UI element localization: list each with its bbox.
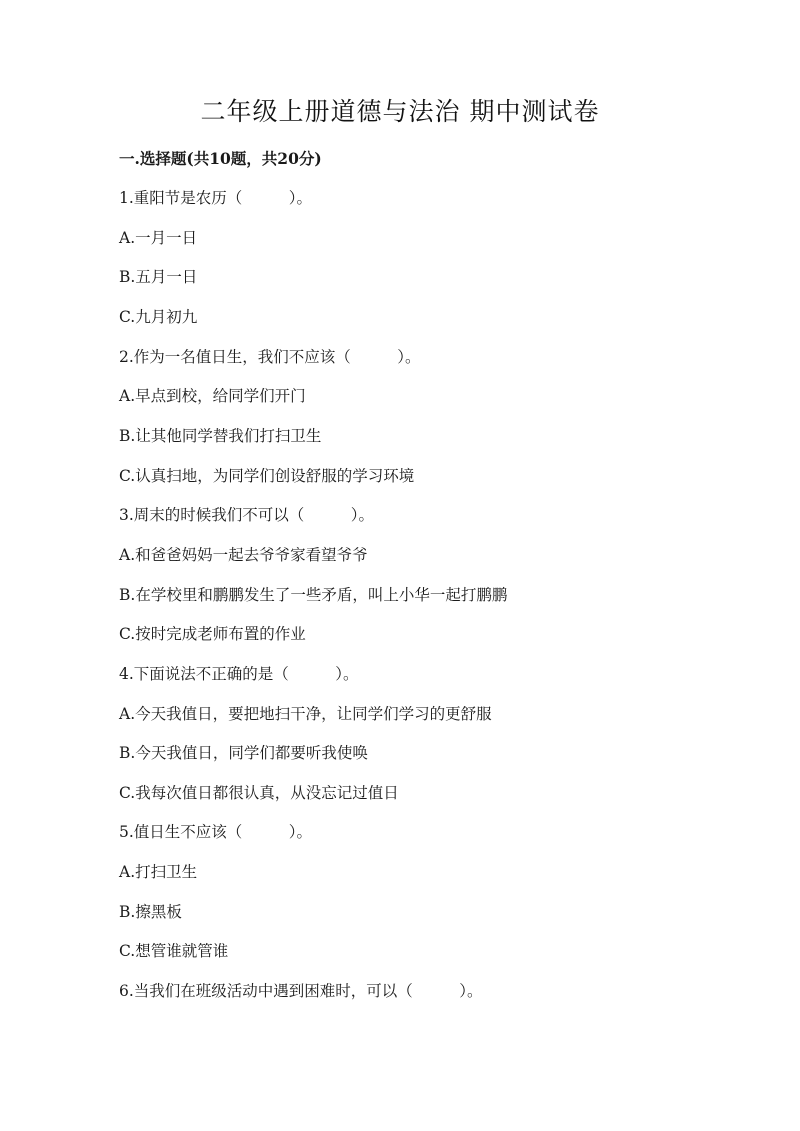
question-5-option-c: C.想管谁就管谁 [119, 942, 229, 960]
question-2-option-b: B.让其他同学替我们打扫卫生 [119, 427, 322, 445]
question-1-option-c: C.九月初九 [119, 308, 198, 326]
question-3-option-a: A.和爸爸妈妈一起去爷爷家看望爷爷 [119, 546, 368, 564]
question-2-option-c: C.认真扫地，为同学们创设舒服的学习环境 [119, 467, 415, 485]
page-title: 二年级上册道德与法治 期中测试卷 [200, 97, 600, 126]
question-4-option-a: A.今天我值日，要把地扫干净，让同学们学习的更舒服 [119, 705, 492, 723]
question-1-stem: 1.重阳节是农历（ ）。 [119, 189, 313, 207]
question-5-option-a: A.打扫卫生 [119, 863, 198, 881]
question-6-stem: 6.当我们在班级活动中遇到困难时，可以（ ）。 [119, 982, 483, 1000]
question-2-option-a: A.早点到校，给同学们开门 [119, 387, 306, 405]
question-5-option-b: B.擦黑板 [119, 903, 182, 921]
question-3-option-c: C.按时完成老师布置的作业 [119, 625, 306, 643]
section-heading: 一.选择题(共10题，共20分) [119, 149, 322, 168]
question-3-option-b: B.在学校里和鹏鹏发生了一些矛盾，叫上小华一起打鹏鹏 [119, 586, 508, 604]
question-4-option-b: B.今天我值日，同学们都要听我使唤 [119, 744, 368, 762]
question-5-stem: 5.值日生不应该（ ）。 [119, 823, 313, 841]
question-1-option-b: B.五月一日 [119, 268, 198, 286]
question-4-option-c: C.我每次值日都很认真，从没忘记过值日 [119, 784, 399, 802]
question-1-option-a: A.一月一日 [119, 229, 198, 247]
question-3-stem: 3.周末的时候我们不可以（ ）。 [119, 506, 375, 524]
question-4-stem: 4.下面说法不正确的是（ ）。 [119, 665, 359, 683]
question-2-stem: 2.作为一名值日生，我们不应该（ ）。 [119, 348, 421, 366]
